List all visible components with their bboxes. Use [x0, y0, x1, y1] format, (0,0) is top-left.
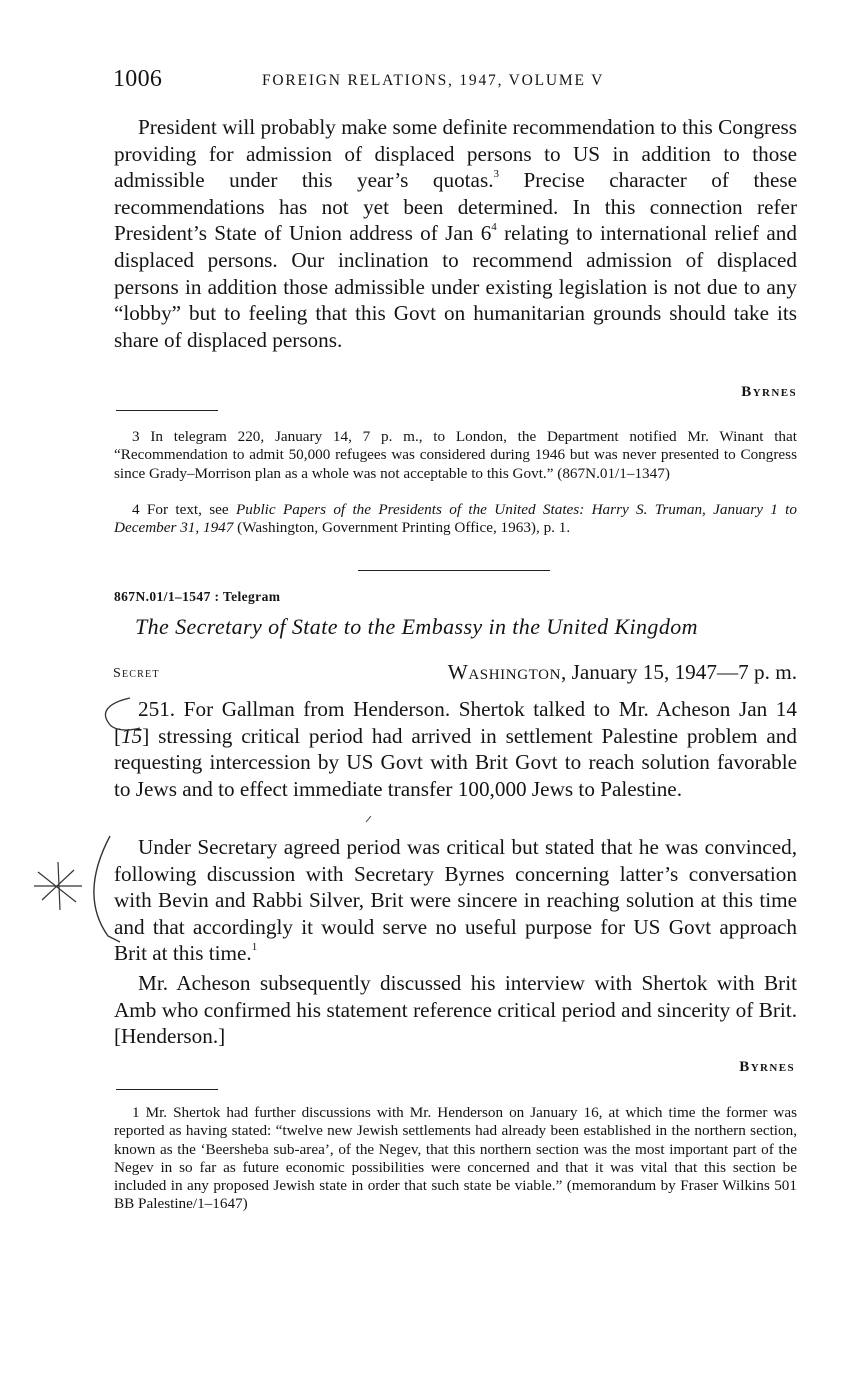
file-reference: 867N.01/1–1547 : Telegram — [114, 589, 281, 604]
dateline-date: , January 15, 1947—7 p. m. — [561, 660, 797, 684]
footnote-1: 1 Mr. Shertok had further discussions with Mr. Henderson on January 16, at which time the former was reported as having stated: “twelve new Jewish settlements had already been established in the northern section, known as the ‘Beersheba sub-area’, of the Negev, that this northern section was the most important part of the Negev in so far as future economic possibilities were concerned and that it was vital that this section be included in any proposed Jewish state in order that such state be viable.” (memorandum by Fraser Wilkins 501 BB Palestine/1–1647) — [114, 1104, 797, 1213]
telegram-paragraph-3: Mr. Acheson subsequently discussed his interview with Shertok with Brit Amb who confirmed his statement reference critical period and sincerity of Brit. [Henderson.] — [114, 971, 797, 1049]
footnote-4: 4 For text, see Public Papers of the Presidents of the United States: Harry S. Truman, January 1 to December 31, 1947 (Washington, Government Printing Office, 1963), p. 1. — [114, 501, 797, 537]
bracket-mark-top — [105, 698, 140, 730]
running-head: FOREIGN RELATIONS, 1947, VOLUME V — [262, 72, 605, 89]
page-number: 1006 — [113, 66, 163, 92]
body-paragraph-continuation: President will probably make some definite recommendation to this Congress providing for admission of displaced persons to US in addition to those admissible under this year’s quotas.$^3$ Precise character of these recommendations has not yet been determined. In this connection refer President’s State of Union address of Jan $6^4$ relating to international relief and displaced persons. Our inclination to recommend admission of displaced persons in addition those admissible under existing legislation is not due to any “lobby” but to feeling that this Govt on humanitarian grounds should take its share of displaced persons. — [114, 115, 798, 352]
classification-label: Secret — [113, 666, 160, 681]
asterisk-mark — [34, 862, 82, 910]
footnote-3: 3 In telegram 220, January 14, 7 p. m., to London, the Department notified Mr. Winant that “Recommendation to admit 50,000 refugees was considered during 1946 but was never presented to Congress since Grady–Morrison plan as a whole was not acceptable to this Govt.” (867N.01/1–1347) — [114, 428, 797, 482]
telegram-paragraph-1: 251. For Gallman from Henderson. Shertok talked to Mr. Acheson Jan 14 [15] stressing critical period had arrived in settlement Palestine problem and requesting intercession by US Govt with Brit Govt to reach solution favorable to Jews and to effect immediate transfer 100,000 Jews to Palestine. — [114, 697, 797, 801]
tick-mark — [366, 816, 371, 822]
signature-byrnes: Byrnes — [741, 384, 797, 400]
dateline-place: Washington — [447, 660, 562, 684]
document-heading: The Secretary of State to the Embassy in the United Kingdom — [135, 614, 698, 639]
signature-byrnes-2: Byrnes — [739, 1059, 795, 1075]
telegram-paragraph-2: Under Secretary agreed period was critical but stated that he was convinced, following discussion with Secretary Byrnes concerning latter’s conversation with Bevin and Rabbi Silver, Brit were sincere in reaching solution at this time and that accordingly it would serve no useful purpose for US Govt approach Brit at this time.$^1$ — [114, 835, 797, 966]
bracket-mark-side — [94, 836, 120, 942]
